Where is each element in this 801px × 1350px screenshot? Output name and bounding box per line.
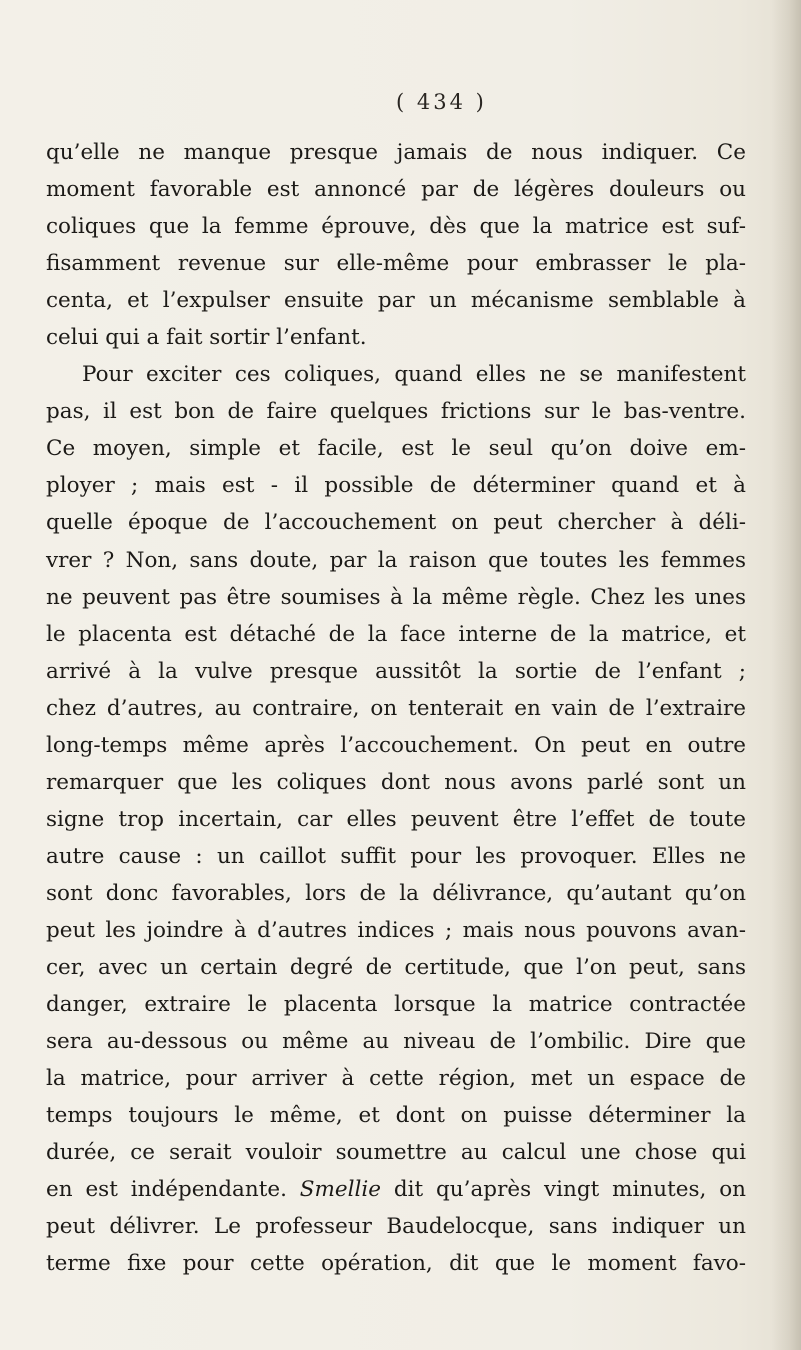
text-line: quelle époque de l’accouchement on peut chercher à déli- (46, 510, 746, 536)
text-line: la matrice, pour arriver à cette région, met un espace de (46, 1066, 746, 1092)
text-line: long-temps même après l’accouchement. On peut en outre (46, 732, 746, 758)
text-line: fisamment revenue sur elle-même pour embrasser le pla- (46, 251, 746, 277)
text-line: sera au-dessous ou même au niveau de l’ombilic. Dire que (46, 1029, 746, 1055)
page-number: ( 434 ) (396, 90, 487, 114)
text-line: ne peuvent pas être soumises à la même règle. Chez les unes (46, 584, 746, 610)
text-line: le placenta est détaché de la face interne de la matrice, et (46, 621, 746, 647)
text-line: pas, il est bon de faire quelques frictions sur le bas-ventre. (46, 399, 746, 425)
author-name-italic: Smellie (299, 1177, 381, 1203)
text-line: vrer ? Non, sans doute, par la raison que toutes les femmes (46, 547, 746, 573)
text-line: sont donc favorables, lors de la délivrance, qu’autant qu’on (46, 880, 746, 906)
text-line: celui qui a fait sortir l’enfant. (46, 325, 367, 351)
text-line: remarquer que les coliques dont nous avons parlé sont un (46, 769, 746, 795)
text-line: terme fixe pour cette opération, dit que le moment favo- (46, 1251, 746, 1277)
text-line: danger, extraire le placenta lorsque la matrice contractée (46, 992, 746, 1018)
text-line: Pour exciter ces coliques, quand elles ne se manifestent (82, 362, 746, 388)
text-line: en est indépendante. Smellie dit qu’après vingt minutes, on (46, 1177, 747, 1203)
text-line: autre cause : un caillot suffit pour les provoquer. Elles ne (46, 843, 746, 869)
body-text (46, 134, 746, 1282)
text-line: Ce moyen, simple et facile, est le seul qu’on doive em- (46, 436, 746, 462)
text-line: durée, ce serait vouloir soumettre au calcul une chose qui (46, 1140, 746, 1166)
text-line: qu’elle ne manque presque jamais de nous indiquer. Ce (46, 140, 746, 165)
text-line: ployer ; mais est - il possible de déterminer quand et à (46, 473, 746, 499)
text-line: coliques que la femme éprouve, dès que la matrice est suf- (46, 214, 746, 240)
text-line: centa, et l’expulser ensuite par un mécanisme semblable à (46, 288, 746, 314)
text-line: arrivé à la vulve presque aussitôt la sortie de l’enfant ; (46, 658, 746, 684)
text-line: peut délivrer. Le professeur Baudelocque, sans indiquer un (46, 1214, 746, 1240)
text-line: signe trop incertain, car elles peuvent être l’effet de toute (46, 806, 746, 832)
text-line: cer, avec un certain degré de certitude, que l’on peut, sans (46, 955, 746, 981)
text-line: temps toujours le même, et dont on puisse déterminer la (46, 1103, 746, 1129)
page-edge-shadow (771, 0, 801, 1350)
text-line: peut les joindre à d’autres indices ; mais nous pouvons avan- (46, 917, 746, 943)
text-line: chez d’autres, au contraire, on tenterait en vain de l’extraire (46, 695, 746, 721)
text-line: moment favorable est annoncé par de légères douleurs ou (46, 177, 746, 203)
